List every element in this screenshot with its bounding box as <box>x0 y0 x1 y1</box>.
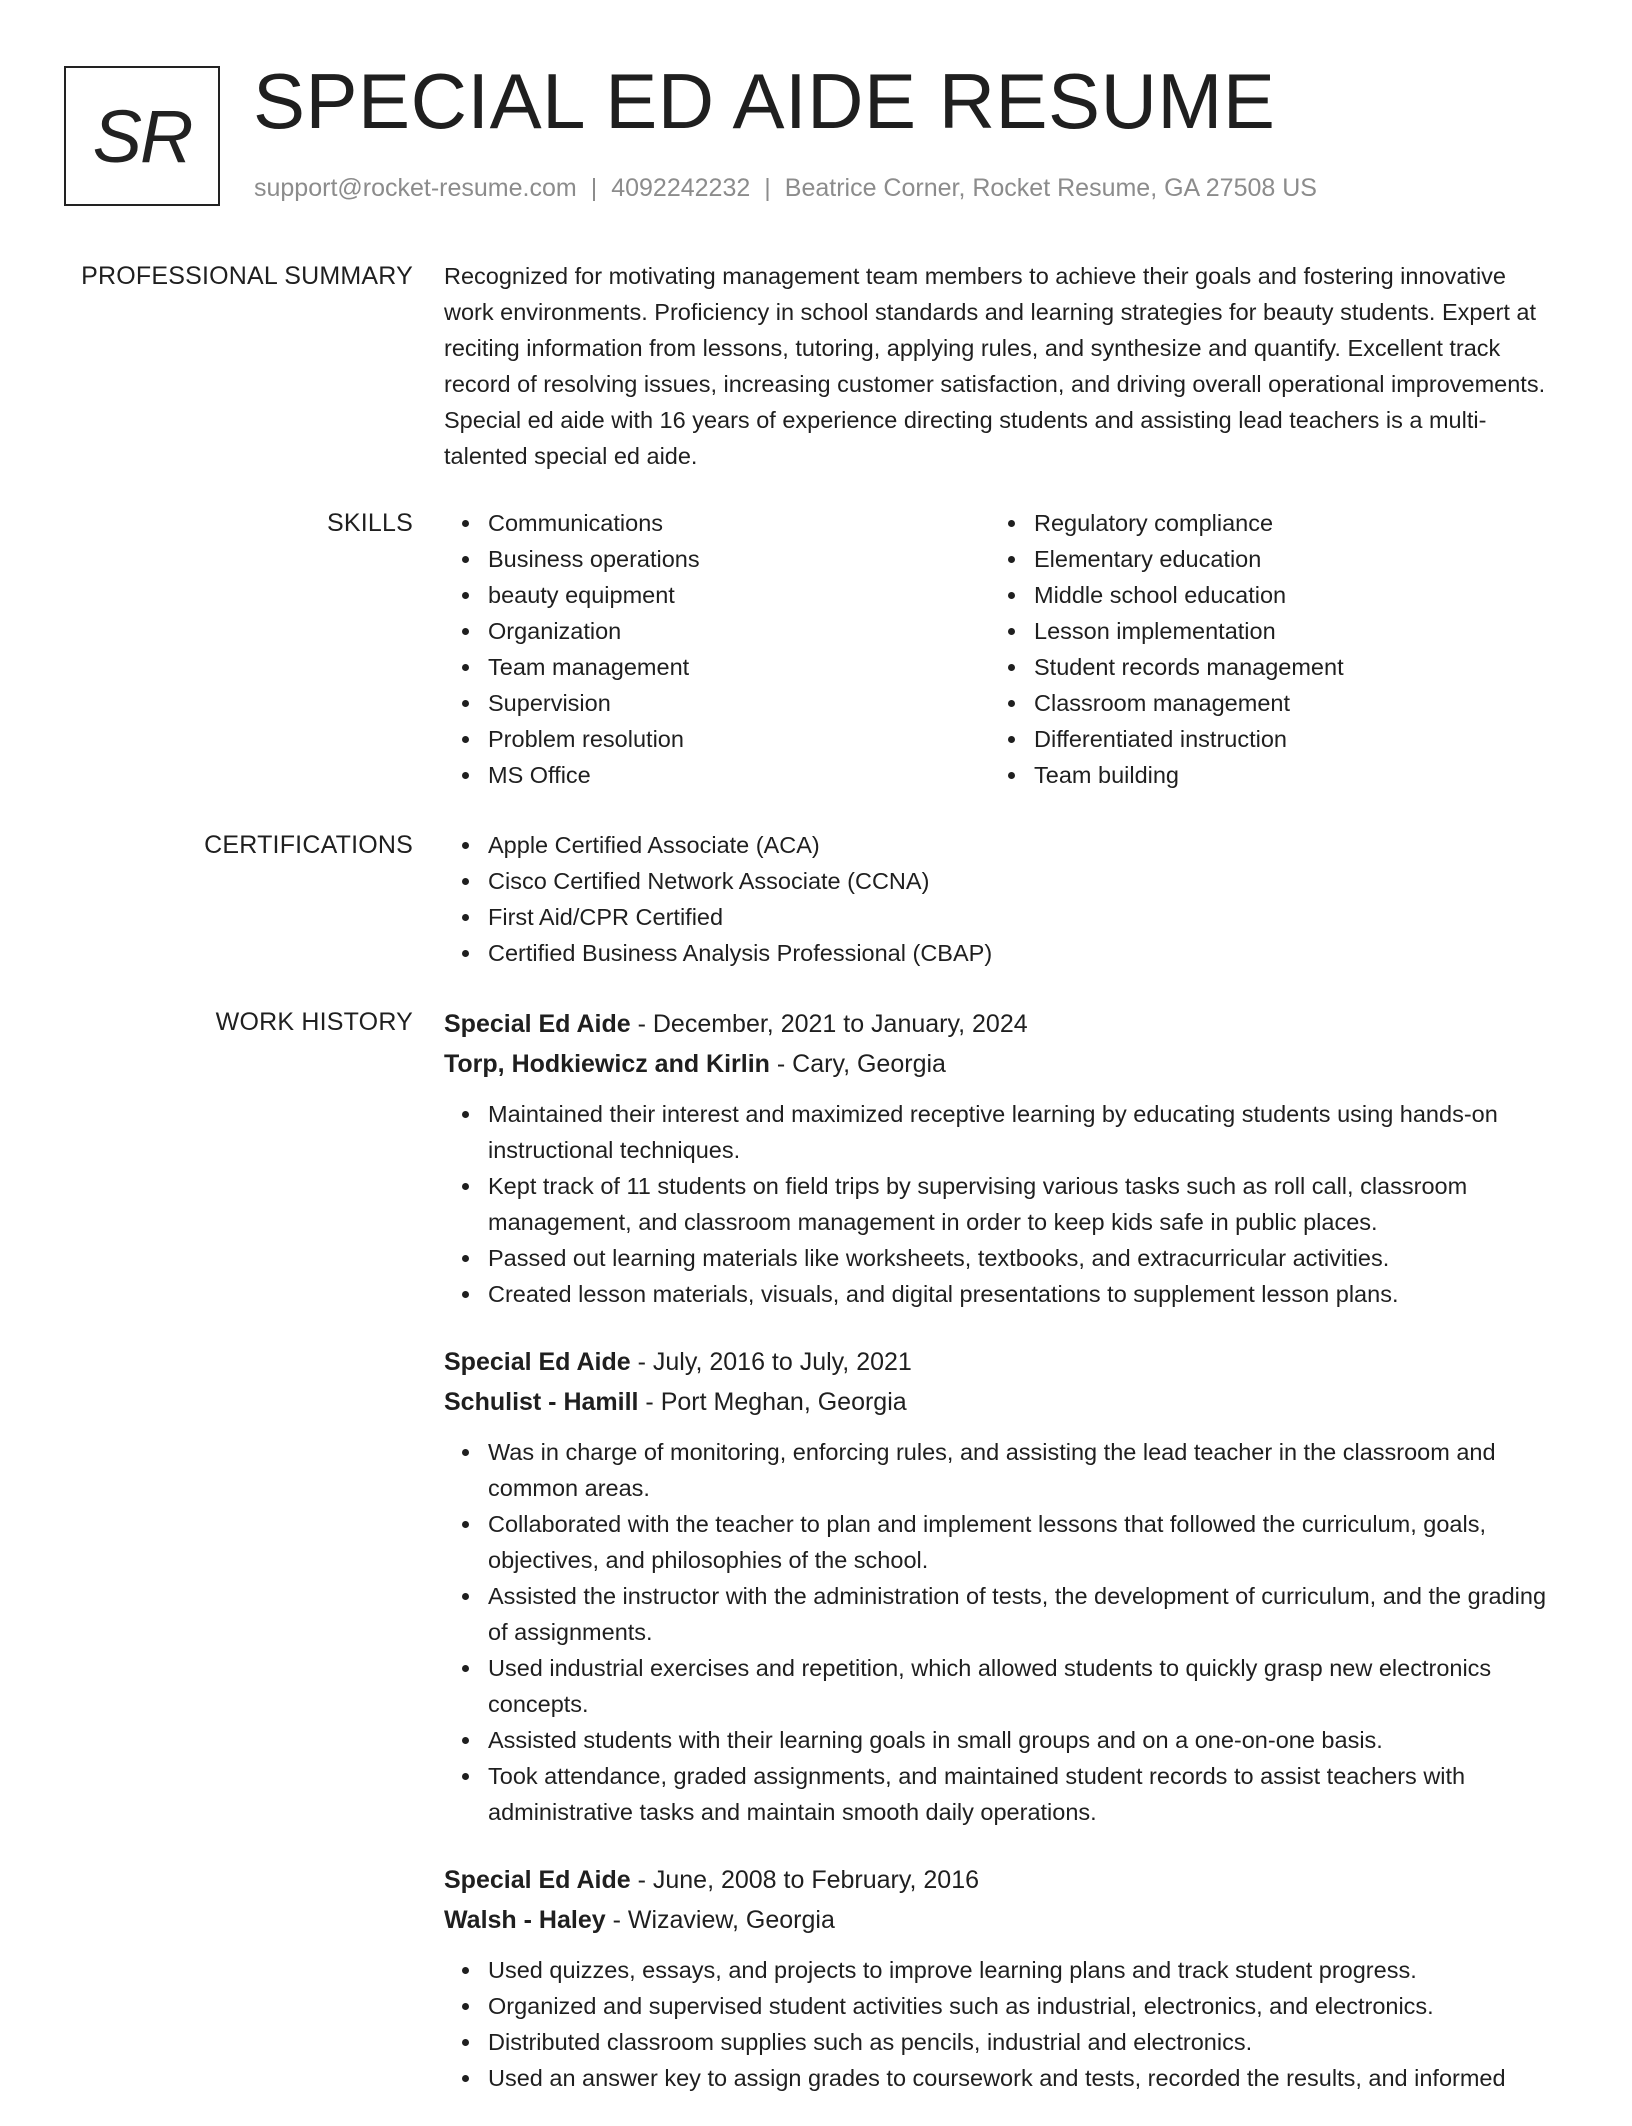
certification-item: Certified Business Analysis Professional (CBAP) <box>444 935 1560 971</box>
job-location: - Port Meghan, Georgia <box>638 1388 907 1416</box>
job-title: Special Ed Aide <box>444 1348 631 1376</box>
skill-item: MS Office <box>444 757 990 793</box>
skill-item: Lesson implementation <box>990 613 1536 649</box>
job-bullet: Used industrial exercises and repetition, which allowed students to quickly grasp new electronics concepts. <box>444 1650 1560 1722</box>
resume-title: SPECIAL ED AIDE RESUME <box>253 57 1276 145</box>
job-title: Special Ed Aide <box>444 1866 631 1894</box>
skill-item: Middle school education <box>990 577 1536 613</box>
job-company: Walsh - Haley <box>444 1906 606 1934</box>
job-bullet: Assisted the instructor with the administration of tests, the development of curriculum, and the grading of assignments. <box>444 1578 1560 1650</box>
job-title: Special Ed Aide <box>444 1010 631 1038</box>
job-company: Torp, Hodkiewicz and Kirlin <box>444 1050 770 1078</box>
skill-item: Business operations <box>444 541 990 577</box>
job-bullet: Took attendance, graded assignments, and maintained student records to assist teachers with administrative tasks and maintain smooth daily operations. <box>444 1758 1560 1830</box>
job-bullet: Used an answer key to assign grades to coursework and tests, recorded the results, and informed <box>444 2060 1560 2096</box>
initials-text: SR <box>92 94 192 178</box>
skills-list-right <box>990 505 1536 793</box>
skills-heading: SKILLS <box>327 509 413 537</box>
contact-phone[interactable]: 4092242232 <box>611 174 751 202</box>
certifications-heading: CERTIFICATIONS <box>204 831 413 859</box>
skill-item: Problem resolution <box>444 721 990 757</box>
contact-separator: | <box>590 174 598 202</box>
skill-item: Communications <box>444 505 990 541</box>
certifications-list <box>444 827 1560 971</box>
job-bullet: Collaborated with the teacher to plan and implement lessons that followed the curriculum, goals, objectives, and philosophies of the school. <box>444 1506 1560 1578</box>
work-history-heading: WORK HISTORY <box>215 1008 413 1036</box>
job-dates: - December, 2021 to January, 2024 <box>630 1010 1028 1038</box>
job-entry <box>444 1860 1560 2096</box>
job-location: - Cary, Georgia <box>769 1050 946 1078</box>
summary-heading: PROFESSIONAL SUMMARY <box>81 262 413 290</box>
certification-item: First Aid/CPR Certified <box>444 899 1560 935</box>
job-dates: - June, 2008 to February, 2016 <box>630 1866 980 1894</box>
job-company: Schulist - Hamill <box>444 1388 639 1416</box>
job-bullets <box>444 1096 1560 1312</box>
skill-item: Organization <box>444 613 990 649</box>
job-bullet: Passed out learning materials like worksheets, textbooks, and extracurricular activities. <box>444 1240 1560 1276</box>
job-entry <box>444 1342 1560 1830</box>
job-location: - Wizaview, Georgia <box>605 1906 835 1934</box>
skill-item: beauty equipment <box>444 577 990 613</box>
skill-item: Differentiated instruction <box>990 721 1536 757</box>
job-title-line <box>444 1004 1560 1044</box>
summary-text: Recognized for motivating management team members to achieve their goals and fostering innovative work environments. Proficiency in school standards and learning strategies for beauty students. Expert at reciting information from lessons, tutoring, applying rules, and synthesize and quantify. Excellent track record of resolving issues, increasing customer satisfaction, and driving overall operational improvements. Special ed aide with 16 years of experience directing students and assisting lead teachers is a multi-talented special ed aide. <box>444 263 1546 469</box>
job-company-line <box>444 1382 1560 1422</box>
job-title-line <box>444 1860 1560 1900</box>
job-dates: - July, 2016 to July, 2021 <box>630 1348 912 1376</box>
certification-item: Cisco Certified Network Associate (CCNA) <box>444 863 1560 899</box>
skill-item: Classroom management <box>990 685 1536 721</box>
contact-line <box>254 174 1317 203</box>
skill-item: Regulatory compliance <box>990 505 1536 541</box>
job-title-line <box>444 1342 1560 1382</box>
skill-item: Supervision <box>444 685 990 721</box>
job-bullet: Was in charge of monitoring, enforcing rules, and assisting the lead teacher in the classroom and common areas. <box>444 1434 1560 1506</box>
job-bullet: Assisted students with their learning goals in small groups and on a one-on-one basis. <box>444 1722 1560 1758</box>
job-company-line <box>444 1044 1560 1084</box>
skill-item: Student records management <box>990 649 1536 685</box>
job-bullet: Created lesson materials, visuals, and digital presentations to supplement lesson plans. <box>444 1276 1560 1312</box>
job-bullets <box>444 1952 1560 2096</box>
certification-item: Apple Certified Associate (ACA) <box>444 827 1560 863</box>
job-bullet: Maintained their interest and maximized receptive learning by educating students using hands-on instructional techniques. <box>444 1096 1560 1168</box>
job-company-line <box>444 1900 1560 1940</box>
contact-separator: | <box>764 174 771 202</box>
skill-item: Team building <box>990 757 1536 793</box>
job-entry <box>444 1004 1560 1312</box>
contact-address: Beatrice Corner, Rocket Resume, GA 27508 US <box>784 174 1317 202</box>
job-bullet: Kept track of 11 students on field trips by supervising various tasks such as roll call, classroom management, and classroom management in order to keep kids safe in public places. <box>444 1168 1560 1240</box>
skill-item: Elementary education <box>990 541 1536 577</box>
skills-list-left <box>444 505 990 793</box>
skill-item: Team management <box>444 649 990 685</box>
contact-email[interactable]: support@rocket-resume.com <box>254 174 577 202</box>
job-bullets <box>444 1434 1560 1830</box>
job-bullet: Used quizzes, essays, and projects to improve learning plans and track student progress. <box>444 1952 1560 1988</box>
job-bullet: Organized and supervised student activities such as industrial, electronics, and electronics. <box>444 1988 1560 2024</box>
initials-monogram <box>64 66 220 206</box>
job-bullet: Distributed classroom supplies such as pencils, industrial and electronics. <box>444 2024 1560 2060</box>
